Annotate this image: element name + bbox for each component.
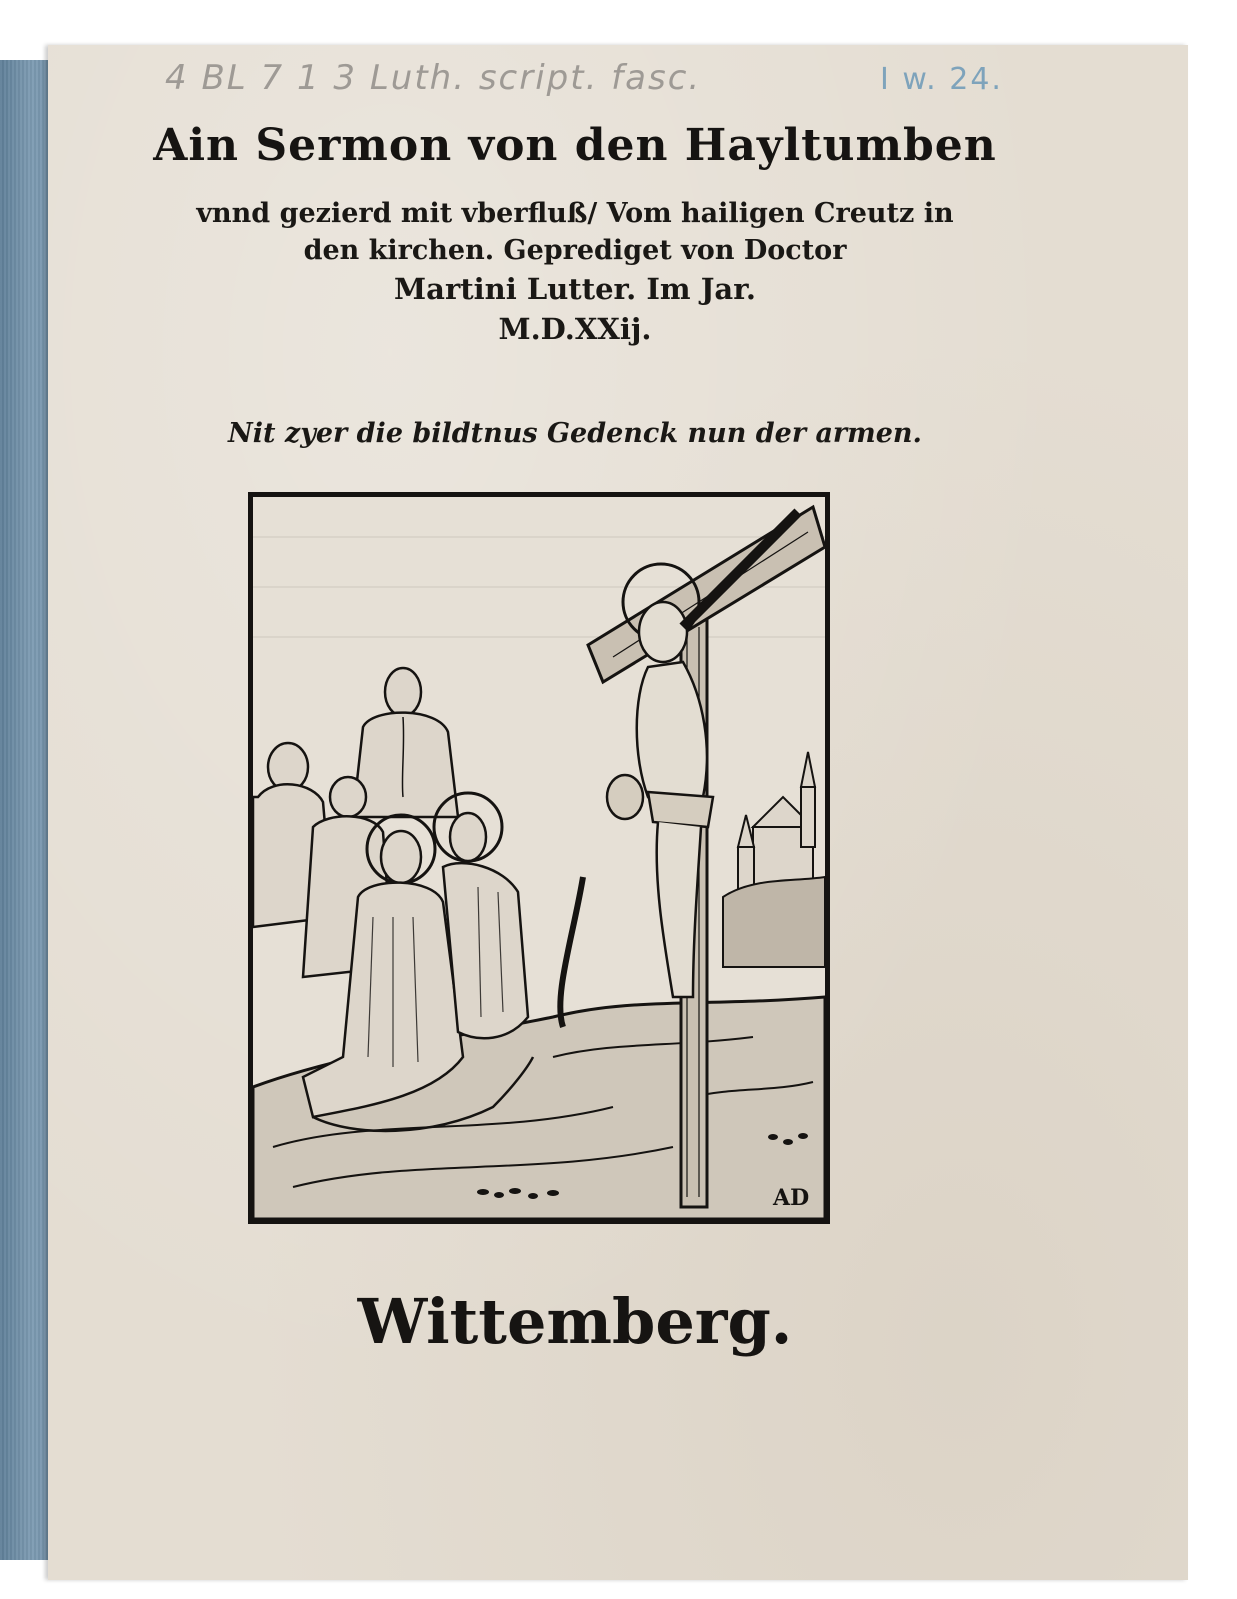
woodcut-monogram: AD — [773, 1185, 810, 1211]
handwritten-shelfmark: 4 BL 7 1 3 Luth. script. fasc. — [165, 58, 702, 98]
imprint-place: Wittemberg. — [357, 1285, 793, 1358]
title-line-3-author: Martini Lutter. Im Jar. — [394, 272, 756, 306]
title-line-4-year: M.D.XXij. — [498, 312, 652, 346]
title-line-1: vnnd gezierd mit vberfluß/ Vom hailigen Creutz in — [196, 198, 954, 229]
distant-town — [723, 752, 825, 967]
woodcut-illustration — [253, 497, 825, 1219]
book-title: Ain Sermon von den Hayltumben — [153, 120, 997, 171]
shelf-number-stamp: I w. 24. — [880, 62, 1003, 97]
title-line-2: den kirchen. Geprediget von Doctor — [303, 235, 847, 266]
woodcut-motto: Nit zyer die bildtnus Gedenck nun der armen. — [228, 418, 922, 449]
crucifixion-woodcut — [248, 492, 830, 1224]
